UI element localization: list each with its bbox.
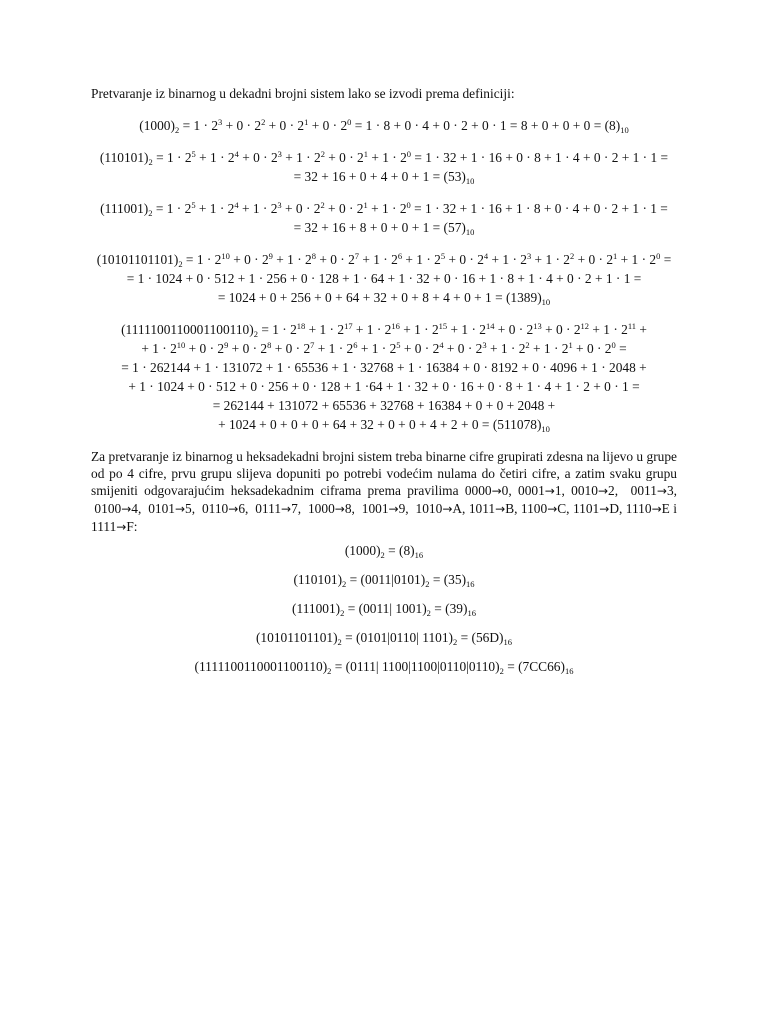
equation-line: + $1 \cdot 2^{10} + 0 \cdot 2^9 + 0 \cdot 2^8 + 0 \cdot 2^7 + 1 \cdot 2^6 + 1 \cdot 2^5 + 0 \cdot 2^4 + 0 \cdot 2^3 + 1 \cdot 2^2 + 1 \cdot 2^1 + 0 \cdot 2^0$ = <box>141 340 627 356</box>
dec-equation-3 <box>0 199 768 237</box>
hex-equation-line: $(1111100110001100110)_2 = (0111|$ $1100|1100|0110|0110)_2 = (7CC66)_{16}$ <box>194 659 574 676</box>
equation-line: $(110101)_2 = 1 \cdot 2^5 + 1 \cdot 2^4 + 0 \cdot 2^3 + 1 \cdot 2^2 + 0 \cdot 2^1 + 1 \cdot 2^0 = 1 \cdot 32 + 1 \cdot 16 + 0 \cdot 8 + 1 \cdot 4 + 0 \cdot 2 + 1 \cdot 1$ = <box>99 149 669 167</box>
equation-line: + $1024 + 0 + 0 + 0 + 64 + 32 + 0 + 0 + 4 + 2 + 0 = (511078)_{10}$ <box>218 417 550 434</box>
hex-paragraph: Za pretvaranje iz binarnog u heksadekadni brojni sistem treba binarne cifre grupirati zdesna na lijevo u grupe od po 4 cifre, prvu grupu slijeva dopuniti po potrebi vodećim nulama do četiri cifre, a zatim svaku grupu smijeniti odgovarajućim heksadekadnim ciframa prema pravilima 0000→0, 0001→1, 0010→2, 0011→3, 0100→4, 0101→5, 0110→6, 0111→7, 1000→8, 1001→9, 1010→A, 1011→B, 1100→C, 1101→D, 1110→E i 1111→F: <box>91 449 678 534</box>
equation-line: $(10101101101)_2 = 1 \cdot 2^{10} + 0 \cdot 2^9 + 1 \cdot 2^8 + 0 \cdot 2^7 + 1 \cdot 2^6 + 1 \cdot 2^5 + 0 \cdot 2^4 + 1 \cdot 2^3 + 1 \cdot 2^2 + 0 \cdot 2^1 + 1 \cdot 2^0$ = <box>96 251 672 269</box>
equation-line: = 1 · 1024 + 0 · 512 + 1 · 256 + 0 · 128 + 1 · 64 + 1 · 32 + 0 · 16 + 1 · 8 + 1 · 4 + 0 · 2 + 1 · 1 = <box>126 271 642 286</box>
hex-equation-line: $(110101)_2 = (0011|0101)_2 = (35)_{16}$ <box>293 572 475 589</box>
intro-paragraph: Pretvaranje iz binarnog u dekadni brojni sistem lako se izvodi prema definiciji: <box>91 86 515 101</box>
equation-line: + 1 · 1024 + 0 · 512 + 0 · 256 + 0 · 128 + 1 ·64 + 1 · 32 + 0 · 16 + 0 · 8 + 1 · 4 + 1 · 2 + 0 · 1 = <box>128 379 640 394</box>
dec-equation-2 <box>0 148 768 186</box>
hex-equation-line: $(1000)_2 = (8)_{16}$ <box>344 543 424 560</box>
dec-equation-4 <box>0 250 768 307</box>
dec-equation-5 <box>0 320 768 434</box>
dec-equation-1 <box>0 116 768 135</box>
equation-line: $(1000)_2 = 1 \cdot 2^3 + 0 \cdot 2^2 + 0 \cdot 2^1 + 0 \cdot 2^0 = 1 \cdot 8 + 0 \cdot 4 + 0 \cdot 2 + 0 \cdot 1 = 8 + 0 + 0 + 0 = (8)_{10}$ <box>139 117 629 135</box>
hex-equations <box>0 541 768 686</box>
equation-line: = $32 + 16 + 8 + 0 + 0 + 1 = (57)_{10}$ <box>293 220 475 237</box>
equation-line: = 262144 + 131072 + 65536 + 32768 + 16384 + 0 + 0 + 2048 + <box>212 398 556 413</box>
equation-line: $(111001)_2 = 1 \cdot 2^5 + 1 \cdot 2^4 + 1 \cdot 2^3 + 0 \cdot 2^2 + 0 \cdot 2^1 + 1 \cdot 2^0 = 1 \cdot 32 + 1 \cdot 16 + 1 \cdot 8 + 0 \cdot 4 + 0 \cdot 2 + 1 \cdot 1$ = <box>100 200 668 218</box>
hex-equation-line: $(10101101101)_2 = (0101|0110|$ $1101)_2 = (56D)_{16}$ <box>255 630 513 647</box>
equation-line: = $1024 + 0 + 256 + 0 + 64 + 32 + 0 + 8 + 4 + 0 + 1 = (1389)_{10}$ <box>217 290 551 307</box>
equation-line: = $32 + 16 + 0 + 4 + 0 + 1 = (53)_{10}$ <box>293 169 475 186</box>
equation-line: = 1 · 262144 + 1 · 131072 + 1 · 65536 + 1 · 32768 + 1 · 16384 + 0 · 8192 + 0 · 4096 + 1 · 2048 + <box>121 360 647 375</box>
hex-equation-line: $(111001)_2 = (0011|$ $1001)_2 = (39)_{16}$ <box>292 601 476 618</box>
equation-line: $(1111100110001100110)_2 = 1 \cdot 2^{18} + 1 \cdot 2^{17} + 1 \cdot 2^{16} + 1 \cdot 2^{15} + 1 \cdot 2^{14} + 0 \cdot 2^{13} + 0 \cdot 2^{12} + 1 \cdot 2^{11}$ + <box>121 321 647 339</box>
